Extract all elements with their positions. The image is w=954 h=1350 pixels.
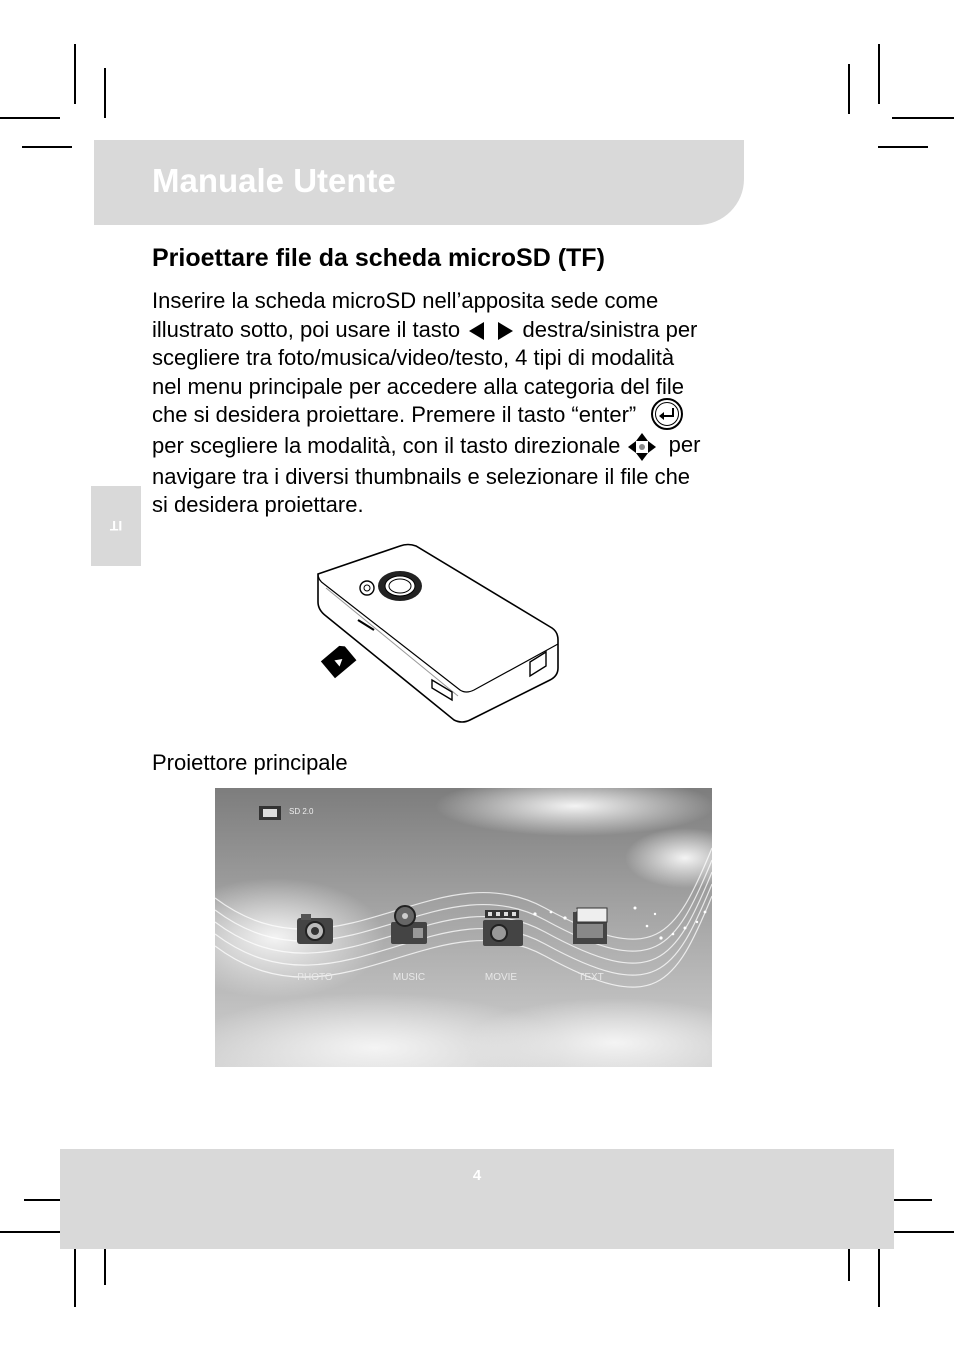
- body-line: nel menu principale per accedere alla categoria del file: [152, 373, 684, 399]
- crop-mark: [878, 146, 928, 148]
- body-line: che si desidera proiettare. Premere il tasto “enter”: [152, 401, 792, 430]
- crop-mark: [104, 68, 106, 118]
- crop-mark: [74, 44, 76, 104]
- body-line: illustrato sotto, poi usare il tasto destra/sinistra per: [152, 316, 698, 342]
- text-icon[interactable]: [569, 904, 613, 948]
- menu-label-movie: MOVIE: [484, 972, 518, 983]
- section-title: Prioettare file da scheda microSD (TF): [152, 244, 605, 272]
- crop-mark: [878, 1249, 880, 1307]
- sd-status-label: SD 2.0: [289, 807, 314, 816]
- camera-icon[interactable]: [293, 908, 337, 948]
- language-tab: [91, 486, 141, 566]
- page-number: 4: [472, 1167, 482, 1184]
- crop-mark: [22, 146, 72, 148]
- crop-mark: [0, 1231, 60, 1233]
- body-line: si desidera proiettare.: [152, 492, 364, 518]
- crop-mark: [104, 1249, 106, 1285]
- arrow-left-icon: [466, 320, 488, 342]
- body-line: scegliere tra foto/musica/video/testo, 4 tipi di modalità: [152, 345, 675, 371]
- music-icon[interactable]: [385, 902, 433, 948]
- enter-icon: [648, 397, 686, 431]
- menu-label-music: MUSIC: [392, 972, 426, 983]
- body-line: Inserire la scheda microSD nell’apposita sede come: [152, 288, 659, 313]
- page-title: Manuale Utente: [152, 162, 396, 199]
- crop-mark: [894, 1199, 932, 1201]
- crop-mark: [894, 1231, 954, 1233]
- crop-mark: [74, 1249, 76, 1307]
- crop-mark: [24, 1199, 60, 1201]
- menu-label-photo: PHOTO: [297, 972, 333, 983]
- arrow-right-icon: [494, 320, 516, 342]
- projector-illustration: [300, 540, 570, 725]
- footer-band: [60, 1149, 894, 1249]
- body-line: per scegliere la modalità, con il tasto direzionale per: [152, 431, 792, 463]
- body-paragraph: [152, 287, 792, 520]
- screen-background: [215, 788, 712, 1067]
- crop-mark: [848, 64, 850, 114]
- dpad-icon: [626, 431, 658, 463]
- body-line: navigare tra i diversi thumbnails e selezionare il file che: [152, 463, 691, 489]
- crop-mark: [878, 44, 880, 104]
- crop-mark: [0, 117, 60, 119]
- movie-icon[interactable]: [479, 906, 527, 948]
- projector-main-screen: [215, 788, 712, 1067]
- crop-mark: [848, 1249, 850, 1281]
- image-caption: Proiettore principale: [152, 750, 348, 775]
- crop-mark: [892, 117, 954, 119]
- language-tab-label: IT: [109, 518, 123, 534]
- sd-card-icon: [321, 643, 357, 678]
- menu-label-text: TEXT: [578, 972, 604, 983]
